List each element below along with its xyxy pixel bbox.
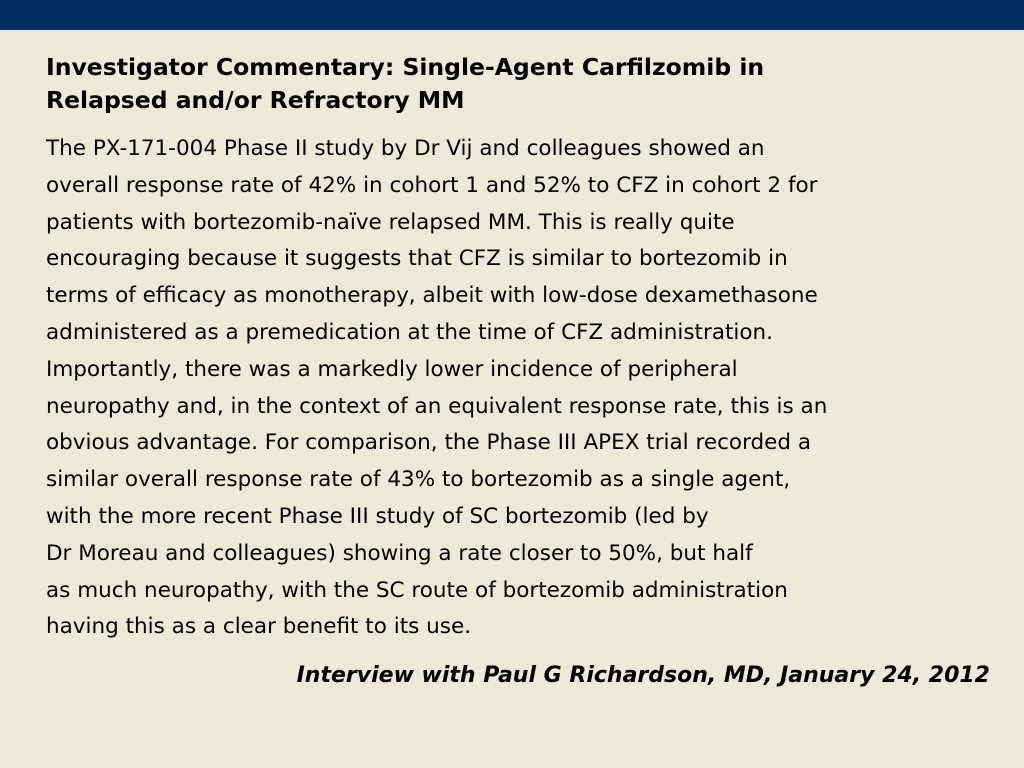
commentary-line: as much neuropathy, with the SC route of bortezomib administration — [46, 577, 788, 603]
slide-title — [46, 51, 986, 117]
commentary-line: obvious advantage. For comparison, the Phase III APEX trial recorded a — [46, 430, 812, 456]
commentary-line: terms of efficacy as monotherapy, albeit with low-dose dexamethasone — [46, 283, 818, 309]
slide-title-line: Investigator Commentary: Single-Agent Carfilzomib in — [46, 53, 765, 81]
commentary-line: neuropathy and, in the context of an equivalent response rate, this is an — [46, 393, 828, 419]
commentary-line: similar overall response rate of 43% to bortezomib as a single agent, — [46, 467, 791, 493]
commentary-line: Importantly, there was a markedly lower incidence of peripheral — [46, 356, 738, 382]
commentary-line: patients with bortezomib-naïve relapsed MM. This is really quite — [46, 209, 735, 235]
slide-title-line: Relapsed and/or Refractory MM — [46, 86, 465, 114]
commentary-body — [46, 131, 996, 646]
commentary-line: Dr Moreau and colleagues) showing a rate closer to 50%, but half — [46, 540, 753, 566]
commentary-line: having this as a clear benefit to its use. — [46, 614, 472, 640]
interview-attribution: Interview with Paul G Richardson, MD, January 24, 2012 — [296, 663, 990, 688]
commentary-line: The PX-171-004 Phase II study by Dr Vij and colleagues showed an — [46, 136, 765, 161]
commentary-line: administered as a premedication at the time of CFZ administration. — [46, 319, 774, 345]
commentary-line: overall response rate of 42% in cohort 1 and 52% to CFZ in cohort 2 for — [46, 172, 818, 198]
top-banner-bar — [0, 0, 1024, 30]
commentary-line: encouraging because it suggests that CFZ is similar to bortezomib in — [46, 246, 788, 272]
commentary-line: with the more recent Phase III study of SC bortezomib (led by — [46, 503, 709, 529]
